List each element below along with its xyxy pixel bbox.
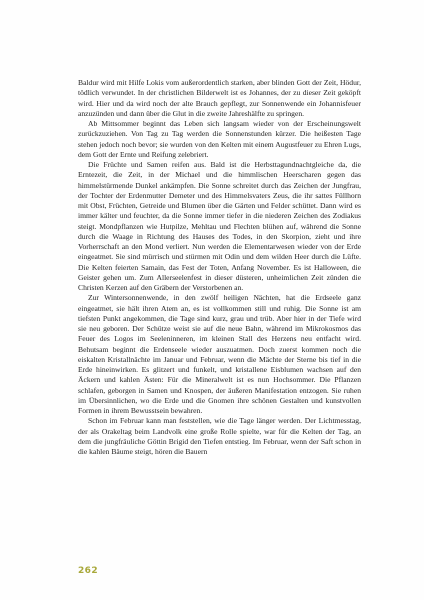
body-text (78, 78, 361, 457)
paragraph: Schon im Februar kann man feststellen, wie die Tage länger werden. Der Lichtmesstag, der als Orakeltag beim Landvolk eine große Rolle spielte, war für die Kelten der Tag, an dem die jungfräuliche Göttin Brigid den Tiefen entstieg. Im Februar, wenn der Saft schon in die kahlen Bäume steigt, hören die Bauern (78, 416, 361, 456)
paragraph: Ab Mittsommer beginnt das Leben sich langsam wieder von der Erscheinungswelt zurückzuziehen. Von Tag zu Tag werden die Sonnenstunden kürzer. Die heißesten Tage stehen jedoch noch bevor; sie wurden von den Kelten mit einem Augustfeuer zu Ehren Lugs, dem Gott der Ernte und Reifung zelebriert. (78, 119, 361, 159)
paragraph: Baldur wird mit Hilfe Lokis vom außerordentlich starken, aber blinden Gott der Zeit, Hödur, tödlich verwundet. In der christlichen Bilderwelt ist es Johannes, der zu dieser Zeit geköpft wird. Hier und da wird noch der alte Brauch gepflegt, zur Sonnenwende ein Johannisfeuer anzuzünden und dann über die Glut in die zweite Jahreshälfte zu springen. (78, 78, 361, 118)
paragraph: Die Früchte und Samen reifen aus. Bald ist die Herbsttagundnachtgleiche da, die Erntezeit, die Zeit, in der Michael und die himmlischen Heerscharen gegen das himmelstürmende Dunkel ankämpfen. Die Sonne schreitet durch das Zeichen der Jungfrau, der Tochter der Erdenmutter Demeter und des Himmelsvaters Zeus, die ihr sattes Füllhorn mit Obst, Früchten, Getreide und Blumen über die Gärten und Felder schüttet. Dann wird es immer kälter und feuchter, da die Sonne immer tiefer in die niederen Zeichen des Zodiakus steigt. Mondpflanzen wie Hutpilze, Mehltau und Flechten blühen auf, während die Sonne durch die Waage in Richtung des Hauses des Todes, in den Skorpion, zieht und ihre Vorherrschaft an den Mond verliert. Nun werden die Elementarwesen wieder von der Erde eingeatmet. Sie sind mürrisch und stürmen mit Odin und dem wilden Heer durch die Lüfte. Die Kelten feierten Samain, das Fest der Toten, Anfang November. Es ist Halloween, die Geister gehen um. Zum Allerseelenfest in dieser düsteren, unheimlichen Zeit zünden die Christen Kerzen auf den Gräbern der Verstorbenen an. (78, 160, 361, 292)
paragraph: Zur Wintersonnenwende, in den zwölf heiligen Nächten, hat die Erdseele ganz eingeatmet, sie hält ihren Atem an, es ist vollkommen still und ruhig. Die Sonne ist am tiefsten Punkt angekommen, die Tage sind kurz, grau und trüb. Aber hier in der Tiefe wird sie neu geboren. Der Schütze weist sie auf die neue Bahn, während im Mikrokosmos das Feuer des Logos im Seeleninneren, im kleinen Stall des Herzens neu entfacht wird. Behutsam beginnt die Erdenseele wieder auszuatmen. Doch zuerst kommen noch die eiskalten Kristallnächte im Januar und Februar, wenn die Mächte der Sterne bis tief in die Erde hineinwirken. Es glitzert und funkelt, und kristallene Eisblumen wachsen auf den Äckern und kahlen Ästen: Für die Mineralwelt ist es nun Hochsommer. Die Pflanzen schlafen, geborgen in Samen und Knospen, der äußeren Manifestation entzogen. Sie ruhen im Übersinnlichen, wo die Erde und die Gnomen ihre schönen Gestalten und kunstvollen Formen in ihrem Bewusstsein bewahren. (78, 293, 361, 415)
page-number: 262 (78, 566, 98, 576)
